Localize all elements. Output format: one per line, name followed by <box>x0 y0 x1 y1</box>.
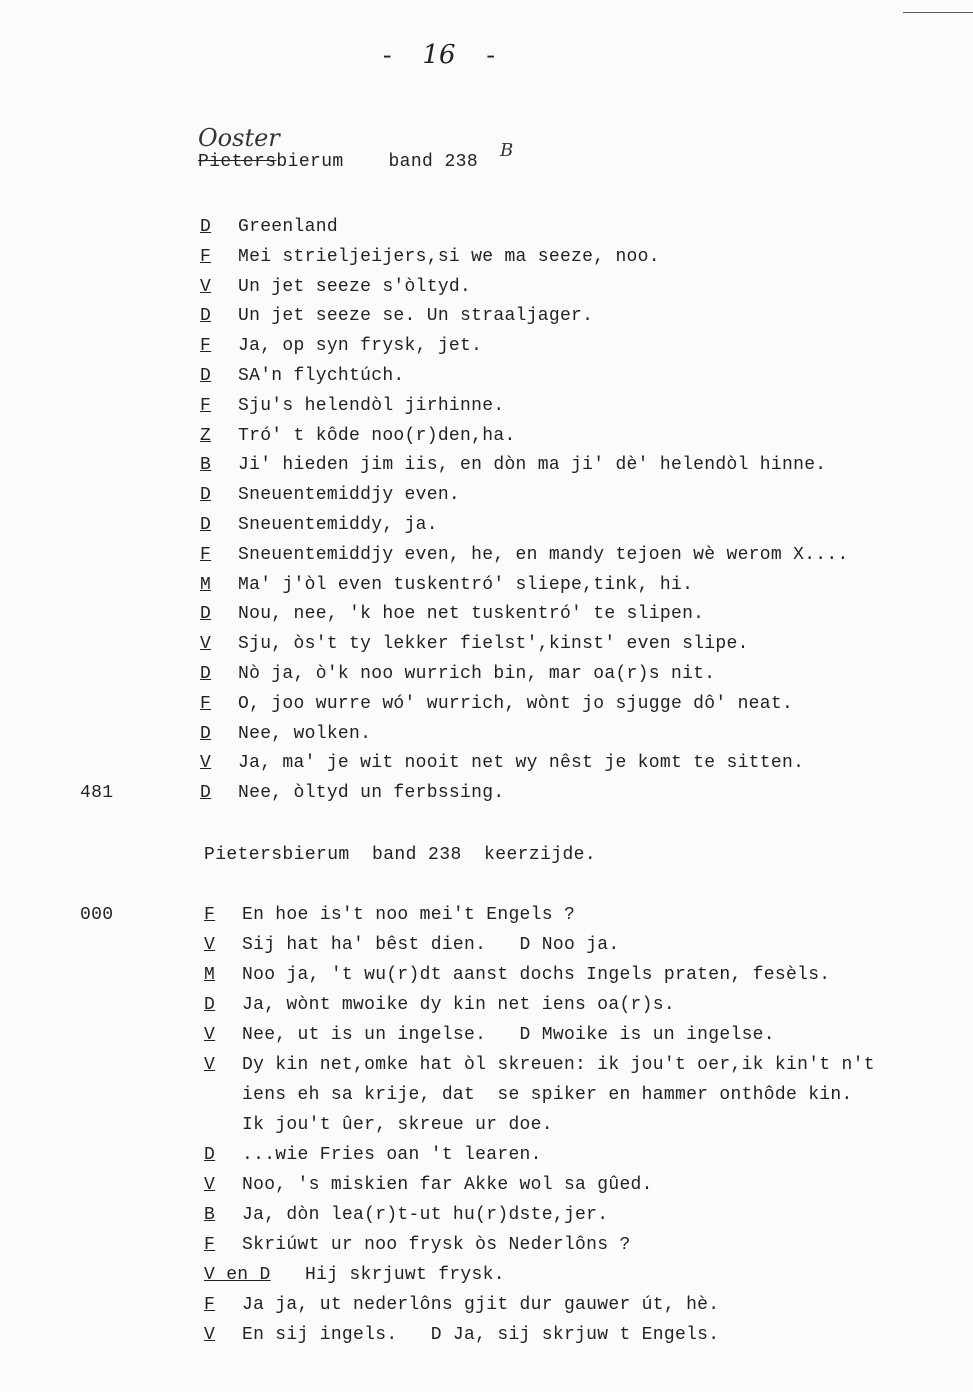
speaker-label: F <box>204 1235 216 1255</box>
line-text: Ja ja, ut nederlôns gjit dur gauwer út, hè. <box>242 1295 720 1315</box>
speaker-label: D <box>204 995 216 1015</box>
handwritten-place: Ooster <box>198 124 280 152</box>
line-text: Dy kin net,omke hat òl skreuen: ik jou't oer,ik kin't n't <box>242 1055 875 1075</box>
header-band: band 238 <box>388 152 479 172</box>
page-number-value: 16 <box>422 40 456 70</box>
line-text: Un jet seeze s'òltyd. <box>238 277 472 297</box>
speaker-label: V <box>204 1175 216 1195</box>
line-text: Mei strieljeijers,si we ma seeze, noo. <box>238 247 660 267</box>
line-text: ...wie Fries oan 't learen. <box>242 1145 542 1165</box>
line-text: Ja, ma' je wit nooit net wy nêst je komt te sitten. <box>238 753 805 773</box>
line-text: Tró' t kôde noo(r)den,ha. <box>238 426 516 446</box>
line-counter: 481 <box>80 783 114 803</box>
line-text: Ik jou't ûer, skreue ur doe. <box>242 1115 553 1135</box>
speaker-label: V <box>200 277 212 297</box>
line-text: Nee, ut is un ingelse. D Mwoike is un ingelse. <box>242 1025 775 1045</box>
line-text: Nou, nee, 'k hoe net tuskentró' te slipen. <box>238 604 705 624</box>
speaker-label: D <box>200 783 212 803</box>
speaker-label: D <box>200 217 212 237</box>
speaker-label: V <box>200 634 212 654</box>
speaker-label: F <box>200 247 212 267</box>
speaker-label: B <box>204 1205 216 1225</box>
handwritten-mark: B <box>500 140 514 161</box>
top-rule <box>903 12 973 13</box>
line-text: Ja, op syn frysk, jet. <box>238 336 483 356</box>
speaker-label: V <box>204 1025 216 1045</box>
line-text: Sneuentemiddjy even. <box>238 485 461 505</box>
line-text: Sju's helendòl jirhinne. <box>238 396 505 416</box>
line-text: Ja, wònt mwoike dy kin net iens oa(r)s. <box>242 995 675 1015</box>
line-text: Sju, òs't ty lekker fielst',kinst' even slipe. <box>238 634 749 654</box>
speaker-label: V en D <box>204 1265 271 1285</box>
speaker-label: D <box>200 366 212 386</box>
speaker-label: M <box>200 575 212 595</box>
speaker-label: F <box>204 905 216 925</box>
speaker-label: V <box>200 753 212 773</box>
line-text: Sneuentemiddjy even, he, en mandy tejoen wè werom X.... <box>238 545 849 565</box>
line-text: Nee, wolken. <box>238 724 372 744</box>
line-text: Hij skrjuwt frysk. <box>305 1265 505 1285</box>
line-text: Noo, 's miskien far Akke wol sa gûed. <box>242 1175 653 1195</box>
speaker-label: M <box>204 965 216 985</box>
line-text: Sij hat ha' bêst dien. D Noo ja. <box>242 935 620 955</box>
line-text: Greenland <box>238 217 338 237</box>
line-text: Un jet seeze se. Un straaljager. <box>238 306 594 326</box>
page-number: - 16 - <box>380 40 498 71</box>
speaker-label: V <box>204 935 216 955</box>
line-text: Sneuentemiddy, ja. <box>238 515 438 535</box>
speaker-label: V <box>204 1325 216 1345</box>
line-text: Nee, òltyd un ferbssing. <box>238 783 505 803</box>
header-place: bierum <box>276 152 344 172</box>
speaker-label: D <box>200 485 212 505</box>
speaker-label: B <box>200 455 212 475</box>
speaker-label: F <box>200 545 212 565</box>
speaker-label: D <box>200 306 212 326</box>
section-header-2: Pietersbierum band 238 keerzijde. <box>204 845 597 865</box>
speaker-label: F <box>200 694 212 714</box>
line-text: Ja, dòn lea(r)t-ut hu(r)dste,jer. <box>242 1205 609 1225</box>
line-counter: 000 <box>80 905 114 925</box>
header-struck-word: Pieters <box>198 152 277 172</box>
speaker-label: F <box>200 396 212 416</box>
speaker-label: Z <box>200 426 212 446</box>
line-text: SA'n flychtúch. <box>238 366 405 386</box>
line-text: iens eh sa krije, dat se spiker en hammer onthôde kin. <box>242 1085 853 1105</box>
line-text: O, joo wurre wó' wurrich, wònt jo sjugge dô' neat. <box>238 694 794 714</box>
line-text: En hoe is't noo mei't Engels ? <box>242 905 576 925</box>
line-text: En sij ingels. D Ja, sij skrjuw t Engels. <box>242 1325 720 1345</box>
line-text: Nò ja, ò'k noo wurrich bin, mar oa(r)s nit. <box>238 664 716 684</box>
speaker-label: D <box>200 664 212 684</box>
speaker-label: D <box>200 604 212 624</box>
speaker-label: D <box>200 724 212 744</box>
line-text: Noo ja, 't wu(r)dt aanst dochs Ingels praten, fesèls. <box>242 965 831 985</box>
speaker-label: V <box>204 1055 216 1075</box>
speaker-label: F <box>200 336 212 356</box>
section-header-1 <box>198 152 478 172</box>
line-text: Ji' hieden jim iis, en dòn ma ji' dè' helendòl hinne. <box>238 455 827 475</box>
line-text: Ma' j'òl even tuskentró' sliepe,tink, hi. <box>238 575 694 595</box>
speaker-label: F <box>204 1295 216 1315</box>
speaker-label: D <box>204 1145 216 1165</box>
line-text: Skriúwt ur noo frysk òs Nederlôns ? <box>242 1235 631 1255</box>
speaker-label: D <box>200 515 212 535</box>
